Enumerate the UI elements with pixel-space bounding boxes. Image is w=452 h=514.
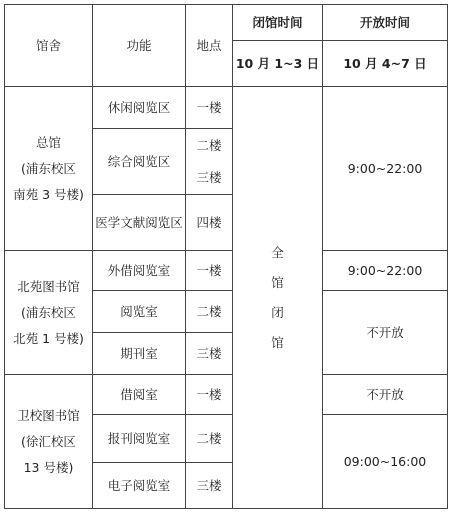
function-cell: 期刊室	[93, 333, 186, 375]
floor-cell: 一楼	[186, 87, 233, 129]
open-hours-main: 9:00~22:00	[323, 87, 448, 251]
library-name-main: 总馆 (浦东校区 南苑 3 号楼)	[5, 87, 93, 251]
open-status-health: 不开放	[323, 375, 448, 415]
library-name-north: 北苑图书馆 (浦东校区 北苑 1 号楼)	[5, 251, 93, 375]
schedule-table	[4, 4, 448, 509]
library-name-health: 卫校图书馆 (徐汇校区 13 号楼)	[5, 375, 93, 509]
floor-cell: 三楼	[186, 463, 233, 509]
table-row	[5, 251, 448, 291]
floor-cell: 一楼	[186, 251, 233, 291]
floor-cell: 二楼 三楼	[186, 129, 233, 195]
open-dates: 10 月 4~7 日	[323, 41, 448, 87]
function-cell: 医学文献阅览区	[93, 195, 186, 251]
header-location: 地点	[186, 5, 233, 87]
floor-cell: 一楼	[186, 375, 233, 415]
header-function: 功能	[93, 5, 186, 87]
open-status-north: 不开放	[323, 291, 448, 375]
function-cell: 借阅室	[93, 375, 186, 415]
header-row	[5, 5, 448, 41]
closed-dates: 10 月 1~3 日	[233, 41, 323, 87]
open-hours-north: 9:00~22:00	[323, 251, 448, 291]
floor-cell: 二楼	[186, 415, 233, 463]
function-cell: 电子阅览室	[93, 463, 186, 509]
table-row	[5, 375, 448, 415]
header-open-time: 开放时间	[323, 5, 448, 41]
floor-cell: 四楼	[186, 195, 233, 251]
function-cell: 综合阅览区	[93, 129, 186, 195]
table-row	[5, 87, 448, 129]
open-hours-health: 09:00~16:00	[323, 415, 448, 509]
header-closed-time: 闭馆时间	[233, 5, 323, 41]
function-cell: 休闲阅览区	[93, 87, 186, 129]
floor-cell: 二楼	[186, 291, 233, 333]
floor-cell: 三楼	[186, 333, 233, 375]
closed-all-cell: 全 馆 闭 馆	[233, 87, 323, 509]
function-cell: 报刊阅览室	[93, 415, 186, 463]
function-cell: 外借阅览室	[93, 251, 186, 291]
function-cell: 阅览室	[93, 291, 186, 333]
header-library: 馆舍	[5, 5, 93, 87]
